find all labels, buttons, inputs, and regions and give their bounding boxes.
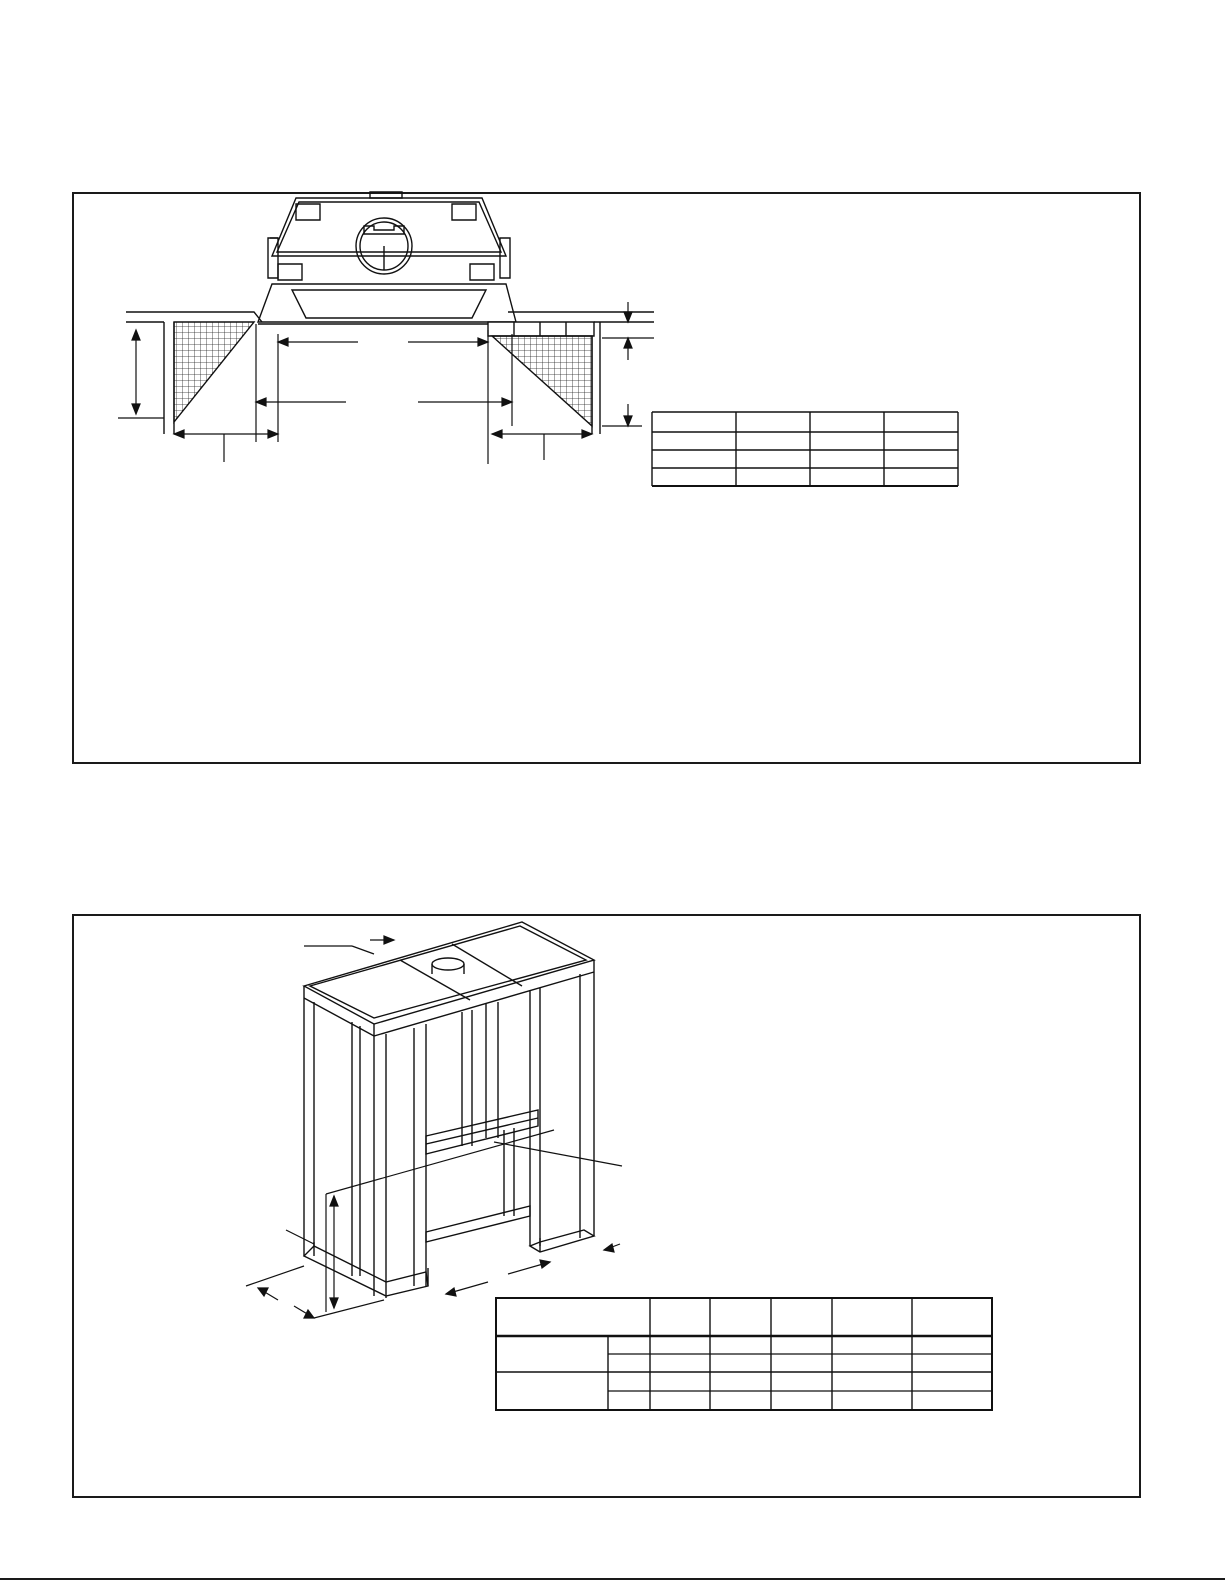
corner-bracket: [296, 204, 320, 220]
corner-bracket: [470, 264, 494, 280]
top-vent-collar: [370, 192, 402, 198]
framing-diagram: [74, 916, 1143, 1500]
clearance-diagram: [74, 194, 1143, 766]
clearance-figure-panel: [72, 192, 1141, 764]
corner-bracket: [278, 264, 302, 280]
left-wall: [126, 312, 262, 434]
firebox-opening: [292, 290, 486, 318]
bottom-plate-left: [304, 1246, 428, 1296]
fireplace-unit: [258, 192, 516, 324]
framing-spec-table: [496, 1298, 992, 1410]
clearance-table: [652, 412, 958, 486]
framing-figure-panel: [72, 914, 1141, 1498]
chimney-collar: [432, 958, 464, 970]
framing-structure: [304, 922, 594, 1298]
unit-upper-body: [272, 198, 506, 256]
top-plate: [304, 922, 594, 1024]
page-footer-rule: [0, 1578, 1225, 1580]
framing-dimension-lines: [246, 936, 622, 1318]
corner-bracket: [452, 204, 476, 220]
